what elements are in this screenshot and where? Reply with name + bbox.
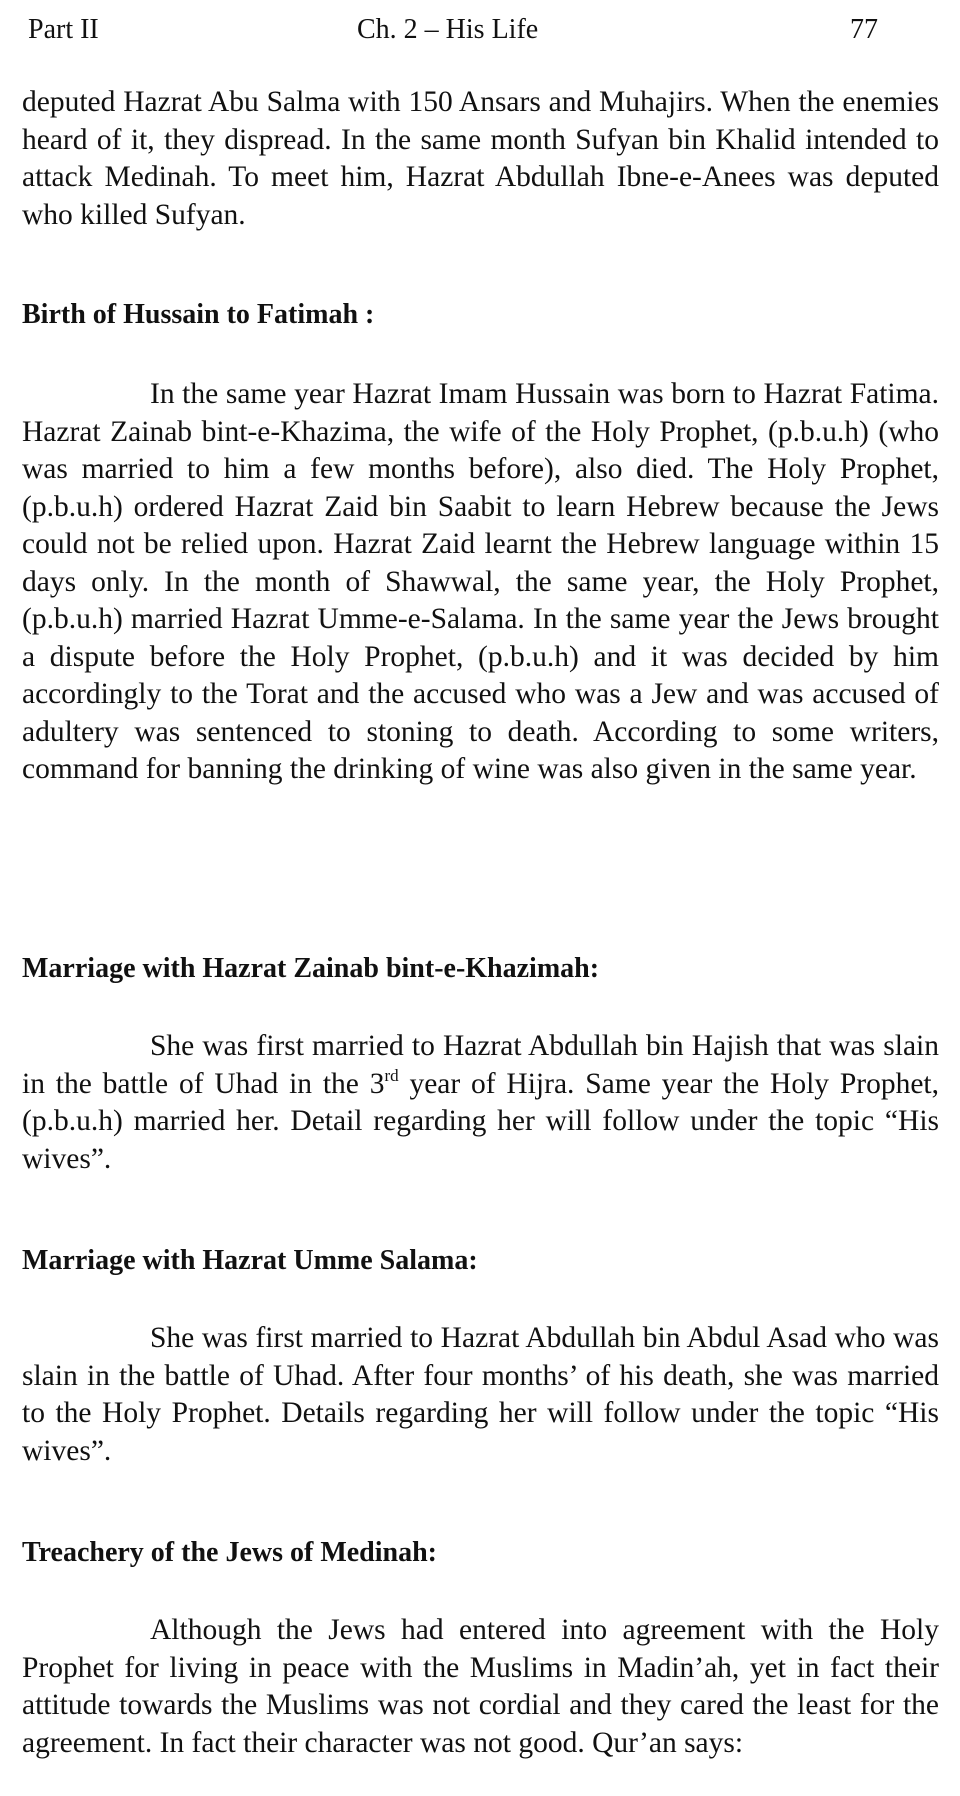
paragraph-marriage-zainab [22, 1028, 939, 1178]
paragraph-treachery-of-jews: Although the Jews had entered into agreement with the Holy Prophet for living in peace with the Muslims in Madin’ah, yet in fact their attitude towards the Muslims was not cordial and they cared the least for the agreement. In fact their character was not good. Qur’an says: [22, 1614, 939, 1759]
heading-marriage-zainab: Marriage with Hazrat Zainab bint-e-Khazimah: [22, 953, 600, 984]
paragraph-marriage-zainab-part-1: She was first married to Hazrat Abdullah bin Hajish that was slain in the battle of Uhad in the 3 [22, 1030, 939, 1100]
heading-marriage-umme-salama: Marriage with Hazrat Umme Salama: [22, 1245, 478, 1276]
page-number: 77 [850, 14, 878, 45]
heading-treachery-of-jews: Treachery of the Jews of Medinah: [22, 1537, 437, 1568]
chapter-title: Ch. 2 – His Life [357, 14, 539, 45]
paragraph-marriage-umme-salama: She was first married to Hazrat Abdullah bin Abdul Asad who was slain in the battle of Uhad. After four months’ of his death, she was married to the Holy Prophet. Details regarding her will follow under the topic “His wives”. [22, 1322, 939, 1467]
paragraph-continuation: deputed Hazrat Abu Salma with 150 Ansars and Muhajirs. When the enemies heard of it, they dispread. In the same month Sufyan bin Khalid intended to attack Medinah. To meet him, Hazrat Abdullah Ibne-e-Anees was deputed who killed Sufyan. [22, 86, 939, 231]
part-label: Part II [28, 14, 99, 45]
running-header [22, 10, 938, 50]
heading-birth-of-hussain: Birth of Hussain to Fatimah : [22, 299, 375, 330]
paragraph-birth-of-hussain: In the same year Hazrat Imam Hussain was born to Hazrat Fatima. Hazrat Zainab bint-e-Khazima, the wife of the Holy Prophet, (p.b.u.h) (who was married to him a few months before), also died. The Holy Prophet, (p.b.u.h) ordered Hazrat Zaid bin Saabit to learn Hebrew because the Jews could not be relied upon. Hazrat Zaid learnt the Hebrew language within 15 days only. In the month of Shawwal, the same year, the Holy Prophet, (p.b.u.h) married Hazrat Umme-e-Salama. In the same year the Jews brought a dispute before the Holy Prophet, (p.b.u.h) and it was decided by him accordingly to the Torat and the accused who was a Jew and was accused of adultery was sentenced to stoning to death. According to some writers, command for banning the drinking of wine was also given in the same year. [22, 378, 939, 785]
paragraph-marriage-zainab-part-2: year of Hijra. Same year the Holy Prophet, (p.b.u.h) married her. Detail regarding her will follow under the topic “His wives”. [22, 1067, 940, 1175]
ordinal-suffix: rd [384, 1065, 399, 1085]
